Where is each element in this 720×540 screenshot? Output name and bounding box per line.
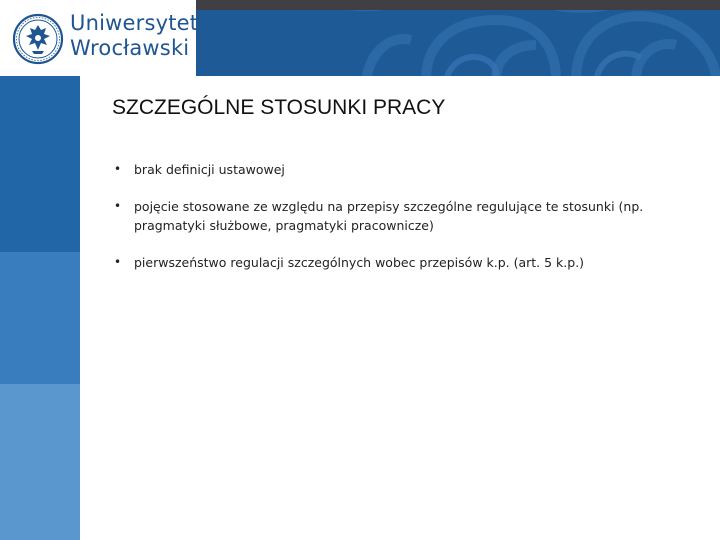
bullet-dot-icon: • bbox=[114, 162, 122, 176]
banner-swirl-pattern bbox=[196, 0, 720, 76]
bullet-dot-icon: • bbox=[114, 255, 122, 269]
logo-text-line2: Wrocławski bbox=[70, 36, 190, 60]
list-item bbox=[112, 160, 672, 179]
sidebar-segment-2 bbox=[0, 252, 80, 384]
sidebar-segment-1 bbox=[0, 76, 80, 252]
logo-text-line1: Uniwersytet bbox=[70, 11, 199, 35]
header-banner bbox=[196, 0, 720, 76]
bullet-dot-icon: • bbox=[114, 199, 122, 213]
sidebar-segment-3 bbox=[0, 384, 80, 540]
list-item bbox=[112, 253, 672, 272]
left-sidebar-decoration bbox=[0, 76, 80, 540]
bullet-text: brak definicji ustawowej bbox=[134, 162, 285, 177]
university-seal-icon bbox=[12, 13, 64, 65]
bullet-list bbox=[112, 160, 672, 290]
header-top-strip bbox=[196, 0, 720, 10]
bullet-text: pojęcie stosowane ze względu na przepisy szczególne regulujące te stosunki (np. pragmatyki służbowe, pragmatyki pracownicze) bbox=[134, 199, 644, 233]
university-logo bbox=[0, 0, 199, 76]
bullet-text: pierwszeństwo regulacji szczególnych wobec przepisów k.p. (art. 5 k.p.) bbox=[134, 255, 585, 270]
slide-title: SZCZEGÓLNE STOSUNKI PRACY bbox=[112, 96, 446, 119]
list-item bbox=[112, 197, 672, 235]
